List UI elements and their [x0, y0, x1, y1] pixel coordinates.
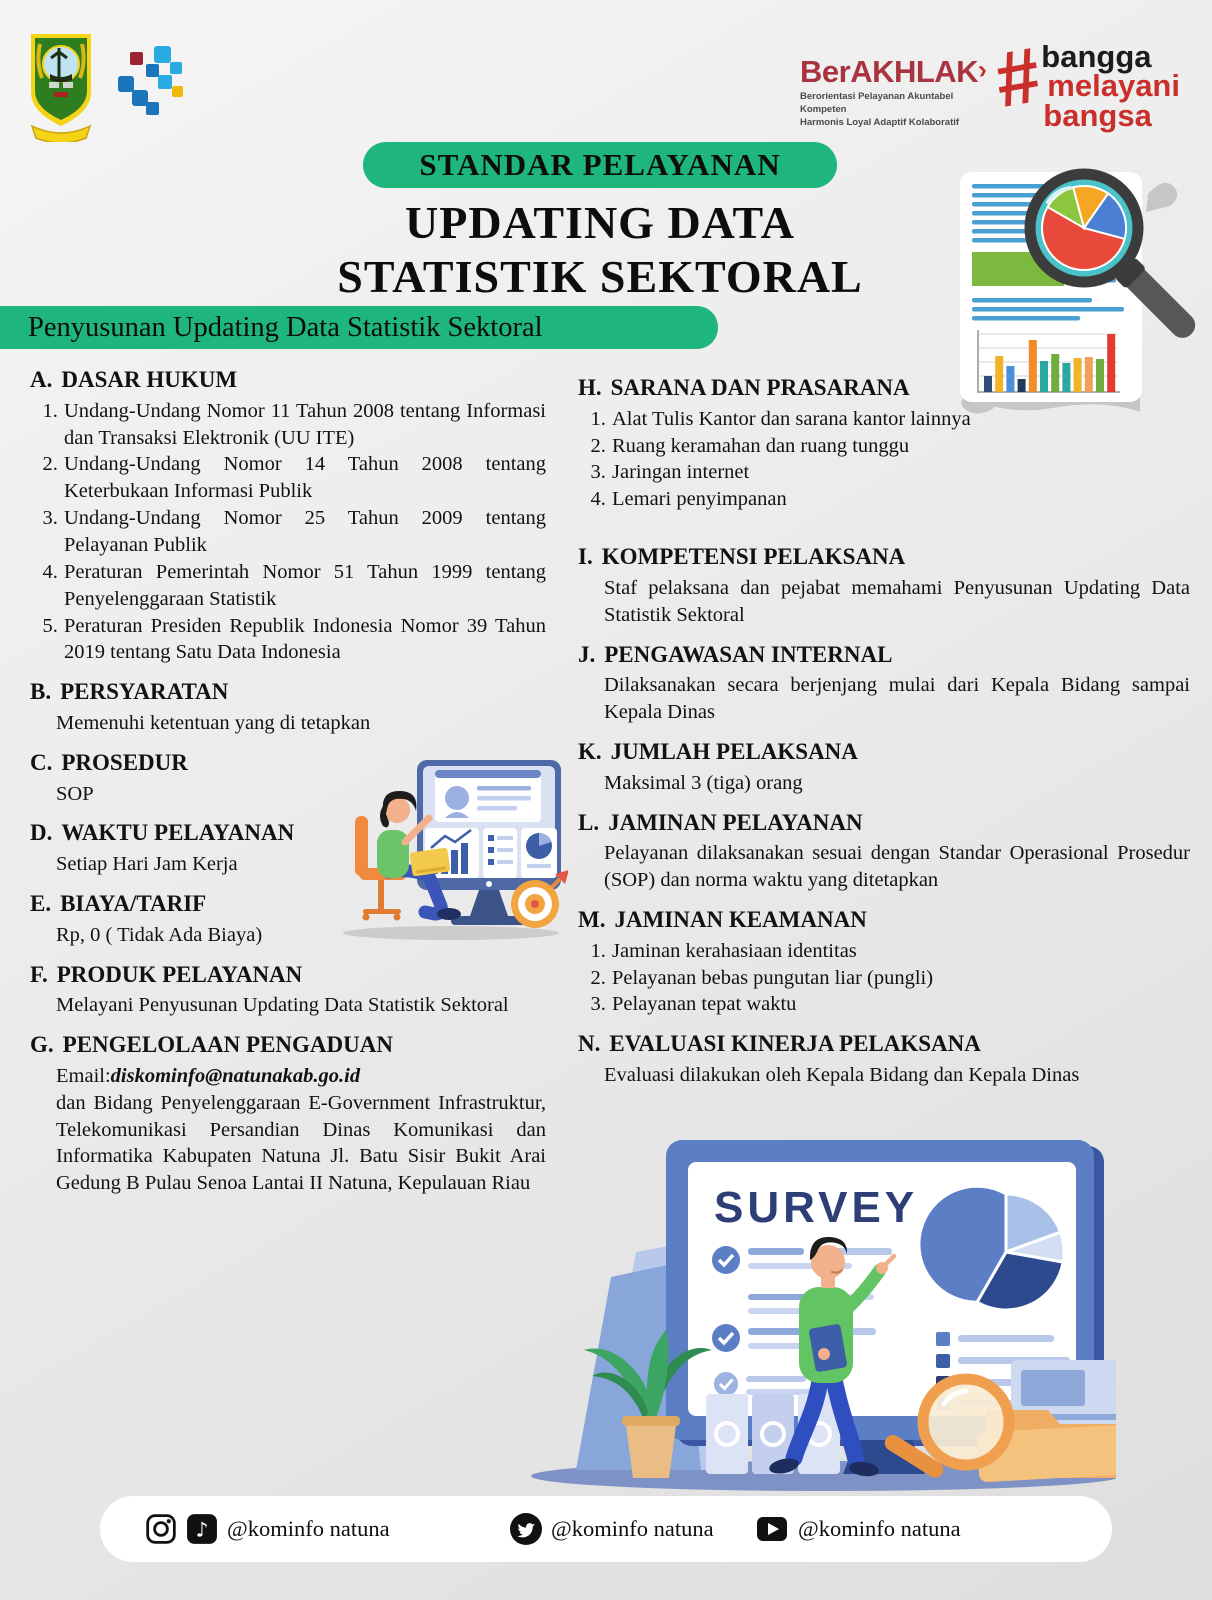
list-item: 1. Alat Tulis Kantor dan sarana kantor lainnya [611, 406, 1190, 433]
social-media-bar [100, 1496, 1112, 1562]
list-item: 5. Peraturan Presiden Republik Indonesia Nomor 39 Tahun 2019 tentang Satu Data Indonesia [63, 613, 546, 667]
list-item: 3. Pelayanan tepat waktu [611, 991, 1190, 1018]
section-l-jaminan-pelayanan: L. JAMINAN PELAYANAN Pelayanan dilaksanakan sesuai dengan Standar Operasional Prosedur (SOP) dan norma waktu yang ditetapkan [578, 809, 1190, 892]
list-item: 2. Ruang keramahan dan ruang tunggu [611, 433, 1190, 460]
twitter-icon [510, 1513, 542, 1545]
list-item: 1. Undang-Undang Nomor 11 Tahun 2008 tentang Informasi dan Transaksi Elektronik (UU ITE) [63, 398, 546, 452]
social-handle: @kominfo natuna [227, 1516, 390, 1541]
diskominfo-pixel-logo [112, 42, 192, 122]
bangga-melayani-bangsa-logo: bangga melayani bangsa [1041, 39, 1180, 133]
tiktok-icon [186, 1513, 218, 1545]
section-m-jaminan-keamanan: M. JAMINAN KEAMANAN 1. Jaminan kerahasiaan identitas 2. Pelayanan bebas pungutan liar (pungli) 3. Pelayanan tepat waktu [578, 906, 1190, 1018]
berakhlak-brand-logo [800, 29, 1180, 133]
section-c-prosedur: C. PROSEDUR SOP [30, 749, 188, 805]
list-item: 1. Jaminan kerahasiaan identitas [611, 938, 1190, 965]
list-item: 3. Jaringan internet [611, 459, 1190, 486]
section-b-persyaratan: B. PERSYARATAN Memenuhi ketentuan yang di tetapkan [30, 679, 371, 734]
social-handle: @kominfo natuna [798, 1516, 961, 1541]
standar-pelayanan-badge: STANDAR PELAYANAN [363, 142, 836, 188]
berakhlak-subtitle: Berorientasi Pelayanan Akuntabel Kompeten Harmonis Loyal Adaptif Kolaboratif [800, 91, 960, 128]
social-youtube [755, 1496, 961, 1562]
section-g-pengelolaan-pengaduan: G. PENGELOLAAN PENGADUAN Email:diskominfo@natunakab.go.id dan Bidang Penyelenggaraan E-Government Infrastruktur, Telekomunikasi Persandian Dinas Komunikasi dan Informatika Kabupaten Natuna Jl. Batu Sisir Bukit Arai Gedung B Pulau Senoa Lantai II Natuna, Kepulauan Riau [30, 1032, 546, 1195]
page-title: UPDATING DATA STATISTIK SEKTORAL [337, 197, 863, 303]
woman-at-computer-illustration [333, 746, 568, 942]
survey-scene-illustration [516, 1122, 1116, 1494]
complaint-email: Email:diskominfo@natunakab.go.id [56, 1064, 361, 1087]
section-a-dasar-hukum: A. DASAR HUKUM 1. Undang-Undang Nomor 11 Tahun 2008 tentang Informasi dan Transaksi Elektronik (UU ITE) 2. Undang-Undang Nomor 14 Tahun 2008 tentang Keterbukaan Informasi Publik 3. Undang-Undang Nomor 25 Tahun 2009 tentang Pelayanan Publik 4. Peraturan Pemerintah Nomor 51 Tahun 1999 tentang Penyelenggaraan Statistik 5. Peraturan Presiden Republik Indonesia Nomor 39 Tahun 2019 tentang Satu Data Indonesia [30, 366, 546, 666]
list-item: 2. Undang-Undang Nomor 14 Tahun 2008 tentang Keterbukaan Informasi Publik [63, 451, 546, 505]
list-item: 4. Peraturan Pemerintah Nomor 51 Tahun 1999 tentang Penyelenggaraan Statistik [63, 559, 546, 613]
section-k-jumlah-pelaksana: K. JUMLAH PELAKSANA Maksimal 3 (tiga) orang [578, 739, 858, 794]
section-e-biaya-tarif: E. BIAYA/TARIF Rp, 0 ( Tidak Ada Biaya) [30, 890, 263, 946]
subtitle-banner: Penyusunan Updating Data Statistik Sektoral [0, 306, 718, 349]
section-n-evaluasi-kinerja: N. EVALUASI KINERJA PELAKSANA Evaluasi dilakukan oleh Kepala Bidang dan Kepala Dinas [578, 1031, 1080, 1087]
list-item: 2. Pelayanan bebas pungutan liar (pungli) [611, 965, 1190, 992]
section-i-kompetensi-pelaksana: I. KOMPETENSI PELAKSANA Staf pelaksana dan pejabat memahami Penyusunan Updating Data Statistik Sektoral [578, 544, 1190, 626]
list-item: 3. Undang-Undang Nomor 25 Tahun 2009 tentang Pelayanan Publik [63, 505, 546, 559]
hashtag-icon: # [988, 29, 1047, 125]
youtube-icon [755, 1513, 789, 1545]
instagram-icon [145, 1513, 177, 1545]
natuna-regency-crest-logo [24, 30, 98, 142]
right-column [578, 374, 1190, 1101]
pie-chart-in-lens [1042, 186, 1126, 270]
section-j-pengawasan-internal: J. PENGAWASAN INTERNAL Dilaksanakan secara berjenjang mulai dari Kepala Bidang sampai Kepala Dinas [578, 641, 1190, 724]
section-d-waktu-pelayanan: D. WAKTU PELAYANAN Setiap Hari Jam Kerja [30, 820, 295, 876]
social-instagram-tiktok [145, 1496, 390, 1562]
survey-screen-title: SURVEY [714, 1183, 919, 1232]
svg-text:♪: ♪ [195, 1517, 209, 1542]
list-item: 4. Lemari penyimpanan [611, 486, 1190, 513]
title-block [250, 142, 950, 305]
section-h-sarana-prasarana: H. SARANA DAN PRASARANA 1. Alat Tulis Kantor dan sarana kantor lainnya 2. Ruang keramahan dan ruang tunggu 3. Jaringan internet 4. Lemari penyimpanan [578, 374, 1190, 513]
berakhlak-arrow-icon: › [976, 53, 989, 85]
section-f-produk-pelayanan: F. PRODUK PELAYANAN Melayani Penyusunan Updating Data Statistik Sektoral [30, 961, 509, 1017]
social-handle: @kominfo natuna [551, 1516, 714, 1541]
social-twitter [510, 1496, 714, 1562]
berakhlak-title: BerAKHLAK› [800, 53, 989, 89]
